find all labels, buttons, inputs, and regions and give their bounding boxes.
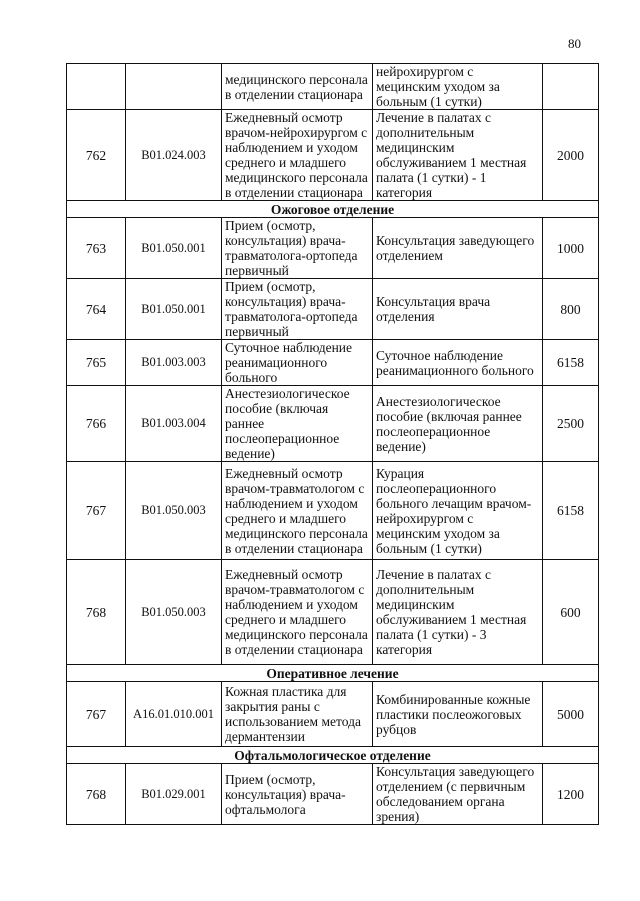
price: 1000 <box>543 218 599 279</box>
table-row <box>67 386 599 462</box>
service-description: Анестезиологическое пособие (включая раннее послеоперационное ведение) <box>373 386 543 462</box>
table-row <box>67 560 599 665</box>
section-row <box>67 665 599 682</box>
section-heading: Офтальмологическое отделение <box>67 747 599 764</box>
section-row <box>67 747 599 764</box>
row-number: 767 <box>67 462 126 560</box>
table-row <box>67 340 599 386</box>
service-description: Консультация заведующего отделением <box>373 218 543 279</box>
service-description: Курация послеоперационного больного лечащим врачом-нейрохирургом с мецинским уходом за больным (1 сутки) <box>373 462 543 560</box>
service-name: Прием (осмотр, консультация) врача-травматолога-ортопеда первичный <box>222 218 373 279</box>
price: 2500 <box>543 386 599 462</box>
table-row <box>67 682 599 747</box>
price: 800 <box>543 279 599 340</box>
service-code: B01.029.001 <box>126 764 222 825</box>
table-row <box>67 64 599 110</box>
service-name: Суточное наблюдение реанимационного больного <box>222 340 373 386</box>
page-number: 80 <box>568 36 581 51</box>
row-number: 762 <box>67 110 126 201</box>
service-description: Комбинированные кожные пластики послеожоговых рубцов <box>373 682 543 747</box>
service-name: Ежедневный осмотр врачом-травматологом с наблюдением и уходом среднего и младшего медицинского персонала в отделении стационара <box>222 560 373 665</box>
service-description: Суточное наблюдение реанимационного больного <box>373 340 543 386</box>
service-code: B01.003.004 <box>126 386 222 462</box>
service-description: нейрохирургом с мецинским уходом за больным (1 сутки) <box>373 64 543 110</box>
price-list-table <box>66 63 599 825</box>
service-description: Консультация врача отделения <box>373 279 543 340</box>
row-number: 767 <box>67 682 126 747</box>
price: 600 <box>543 560 599 665</box>
row-number: 768 <box>67 560 126 665</box>
table-row <box>67 279 599 340</box>
service-code: B01.050.003 <box>126 560 222 665</box>
service-name: Ежедневный осмотр врачом-травматологом с наблюдением и уходом среднего и младшего медицинского персонала в отделении стационара <box>222 462 373 560</box>
row-number: 768 <box>67 764 126 825</box>
section-heading: Ожоговое отделение <box>67 201 599 218</box>
service-name: Кожная пластика для закрытия раны с использованием метода дермантензии <box>222 682 373 747</box>
section-heading: Оперативное лечение <box>67 665 599 682</box>
service-name: Анестезиологическое пособие (включая раннее послеоперационное ведение) <box>222 386 373 462</box>
service-name: Ежедневный осмотр врачом-нейрохирургом с наблюдением и уходом среднего и младшего медицинского персонала в отделении стационара <box>222 110 373 201</box>
service-name: Прием (осмотр, консультация) врача-офтальмолога <box>222 764 373 825</box>
service-description: Лечение в палатах с дополнительным медицинским обслуживанием 1 местная палата (1 сутки) - 3 категория <box>373 560 543 665</box>
price: 2000 <box>543 110 599 201</box>
service-code: B01.024.003 <box>126 110 222 201</box>
row-number: 763 <box>67 218 126 279</box>
service-description: Лечение в палатах с дополнительным медицинским обслуживанием 1 местная палата (1 сутки) - 1 категория <box>373 110 543 201</box>
service-code: B01.050.003 <box>126 462 222 560</box>
price: 5000 <box>543 682 599 747</box>
price <box>543 64 599 110</box>
service-code <box>126 64 222 110</box>
service-description: Консультация заведующего отделением (с первичным обследованием органа зрения) <box>373 764 543 825</box>
row-number: 765 <box>67 340 126 386</box>
table-row <box>67 218 599 279</box>
price: 6158 <box>543 462 599 560</box>
table-row <box>67 764 599 825</box>
row-number: 764 <box>67 279 126 340</box>
service-code: A16.01.010.001 <box>126 682 222 747</box>
service-name: Прием (осмотр, консультация) врача-травматолога-ортопеда первичный <box>222 279 373 340</box>
price: 6158 <box>543 340 599 386</box>
service-name: медицинского персонала в отделении стационара <box>222 64 373 110</box>
section-row <box>67 201 599 218</box>
table-row <box>67 110 599 201</box>
price-list-body <box>67 64 599 825</box>
service-code: B01.050.001 <box>126 279 222 340</box>
table-row <box>67 462 599 560</box>
service-code: B01.003.003 <box>126 340 222 386</box>
row-number <box>67 64 126 110</box>
price: 1200 <box>543 764 599 825</box>
row-number: 766 <box>67 386 126 462</box>
service-code: B01.050.001 <box>126 218 222 279</box>
